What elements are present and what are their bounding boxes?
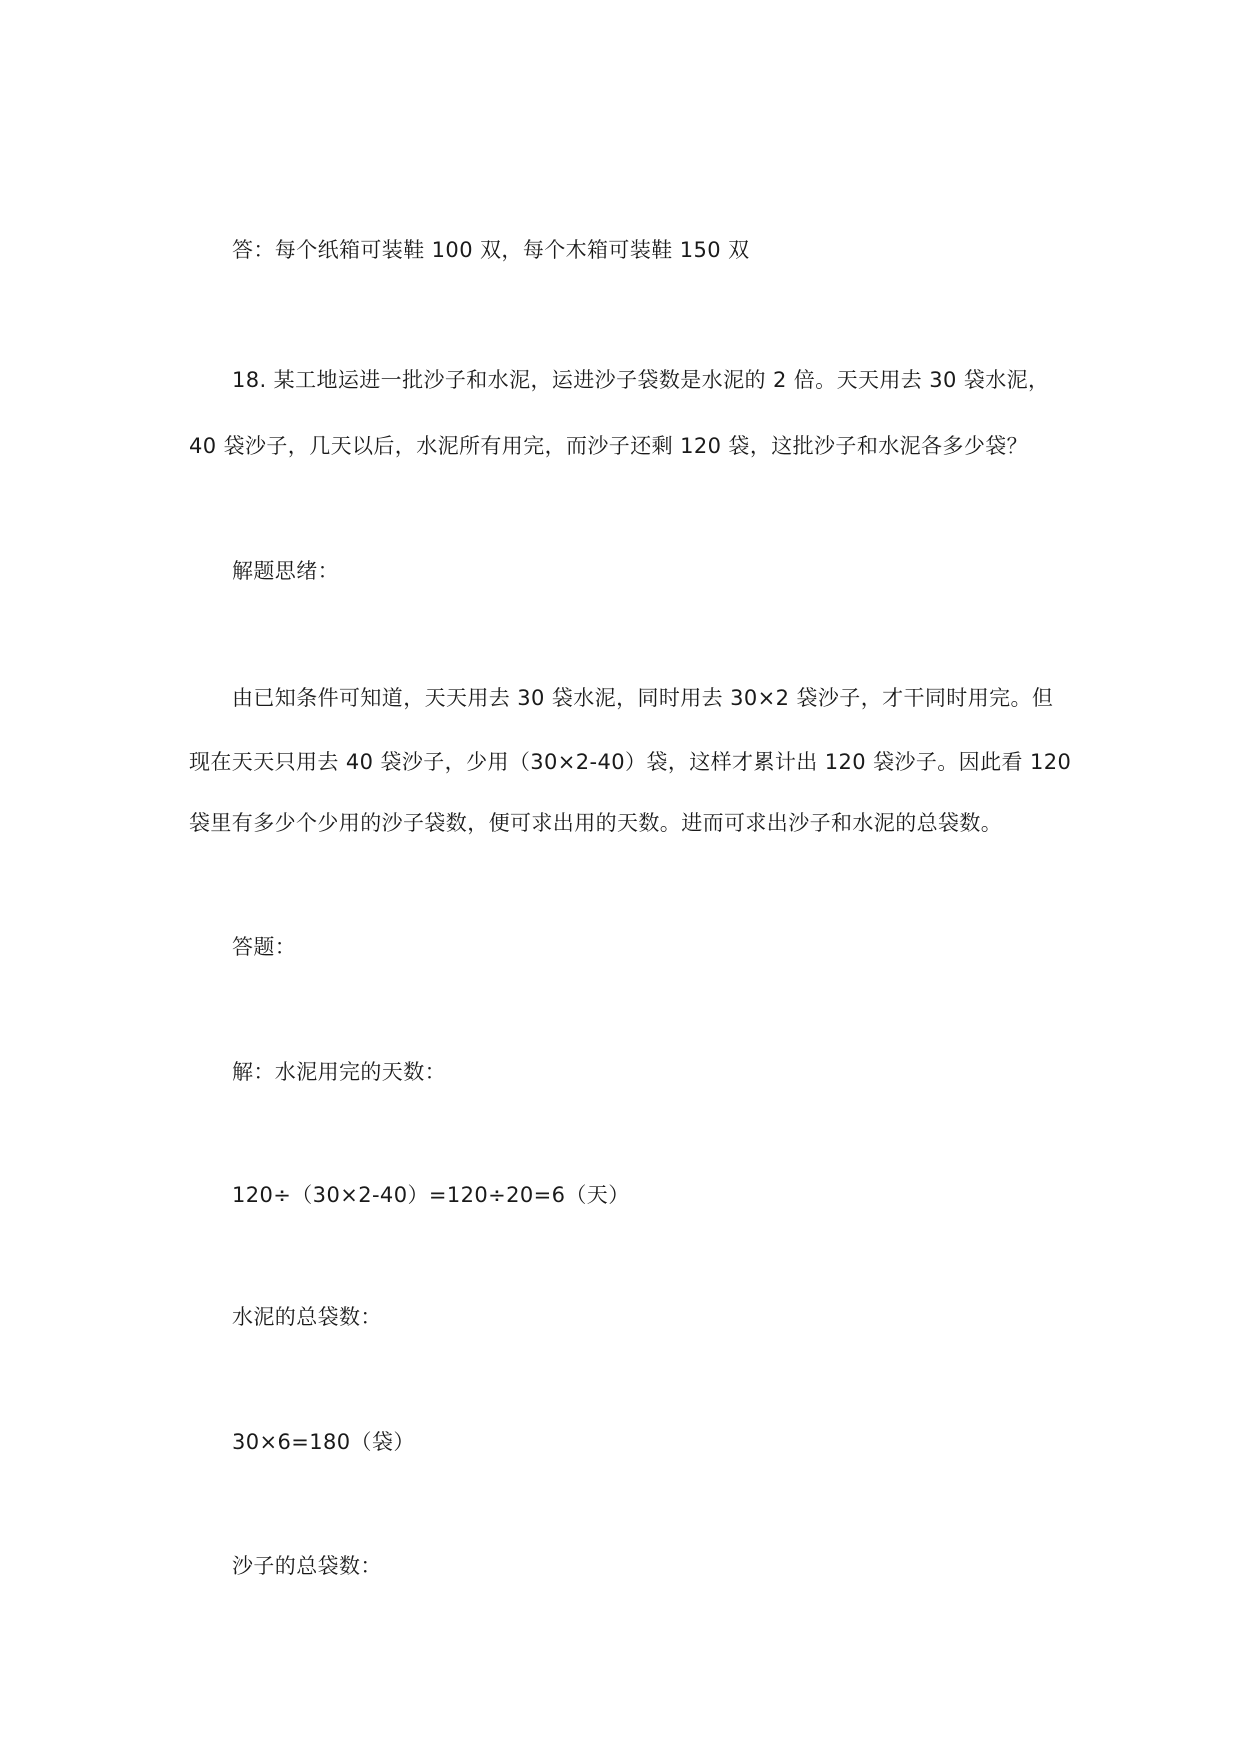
problem-text-line-1: 18. 某工地运进一批沙子和水泥，运进沙子袋数是水泥的 2 倍。天天用去 30 袋水泥， [232,368,1050,392]
thinking-heading: 解题思绪： [232,559,339,583]
thinking-text-line-3: 袋里有多少个少用的沙子袋数，便可求出用的天数。进而可求出沙子和水泥的总袋数。 [189,811,1003,835]
thinking-text-line-1: 由已知条件可知道，天天用去 30 袋水泥，同时用去 30×2 袋沙子，才干同时用完。但 [232,686,1054,710]
solution-intro: 解：水泥用完的天数： [232,1060,446,1084]
sand-total-heading: 沙子的总袋数： [232,1554,382,1578]
calculation-days: 120÷（30×2-40）=120÷20=6（天） [232,1183,630,1207]
cement-total-heading: 水泥的总袋数： [232,1305,382,1329]
previous-answer: 答：每个纸箱可装鞋 100 双，每个木箱可装鞋 150 双 [232,238,750,262]
thinking-text-line-2: 现在天天只用去 40 袋沙子，少用（30×2-40）袋，这样才累计出 120 袋沙子。因此看 120 [189,750,1072,774]
problem-text-line-2: 40 袋沙子，几天以后，水泥所有用完，而沙子还剩 120 袋，这批沙子和水泥各多少袋？ [189,434,1029,458]
calculation-cement: 30×6=180（袋） [232,1430,415,1454]
answer-heading: 答题： [232,935,297,959]
